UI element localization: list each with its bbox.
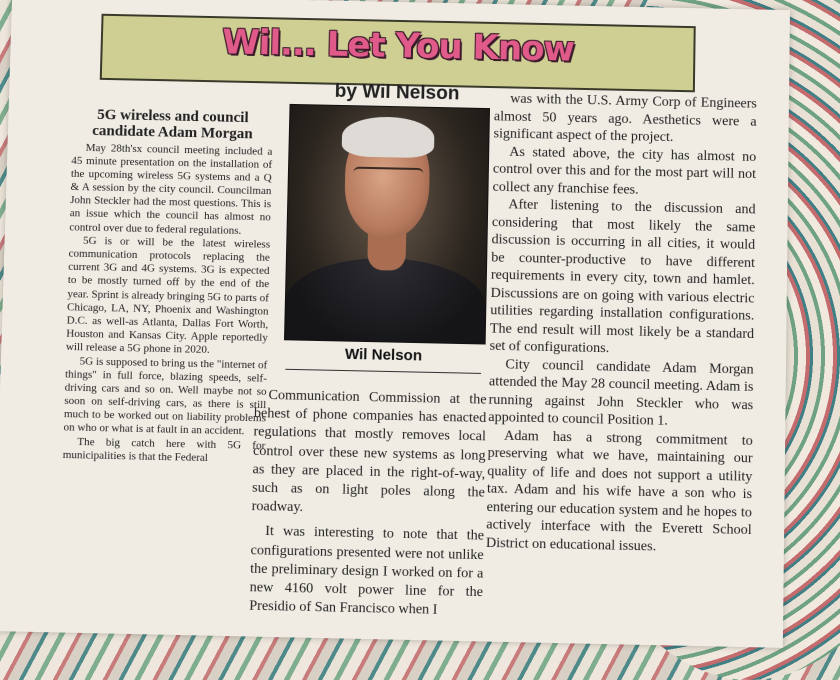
paragraph: 5G is supposed to bring us the "internet of things" in full force, blazing speeds, self-driving cars and so on. Well maybe not so soon on self-driving cars, as there is still much to be worked out on liability problems on who or what is at fault in an accident. bbox=[63, 354, 268, 438]
byline: by Wil Nelson bbox=[334, 80, 460, 105]
paragraph: Communication Commission at the behest of phone companies has enacted regulations that mostly removes local control over these new systems as long as they are placed in the right-of-way, such as on light poles along the roadway. bbox=[251, 387, 487, 516]
paragraph: The big catch here with 5G for municipalities is that the Federal bbox=[62, 435, 266, 464]
paragraph: was with the U.S. Army Corp of Engineers almost 50 years ago. Aesthetics were a significant aspect of the project. bbox=[493, 91, 757, 146]
caption-divider bbox=[285, 369, 481, 374]
article-column-1 bbox=[63, 107, 274, 466]
photo-hair bbox=[342, 116, 435, 158]
photo-caption: Wil Nelson bbox=[344, 345, 423, 365]
banner-title: Wil... Let You Know bbox=[221, 22, 575, 70]
article-headline: 5G wireless and council candidate Adam Morgan bbox=[92, 106, 253, 143]
paragraph: May 28th'sx council meeting included a 45 minute presentation on the installation of the upcoming wireless 5G systems and a Q & A session by the city council. Councilman John Steckler had the most questions. This is an issue which the council has almost no control over due to federal regulations. bbox=[69, 141, 273, 237]
article-column-3 bbox=[486, 90, 757, 558]
paragraph: After listening to the discussion and considering that most likely the same discussion is occurring in all cities, it would be counter-productive to have different requirements in every city, town and hamlet. Discussions are on going with various electric utilities regarding installation configurations. The end result will most likely be a standard set of configurations. bbox=[489, 197, 756, 357]
column-banner bbox=[100, 14, 696, 105]
photo-glasses bbox=[353, 167, 424, 185]
paragraph: 5G is or will be the latest wireless communication protocols replacing the current 3G and 4G systems. 3G is expected to be mostly turned off by the end of the year. Sprint is already bringing 5G to parts of Chicago, LA, NY, Phoenix and Washington D.C. as well-as Atlanta, Dallas Fort Worth, Houston and Kansas City. Apple reportedly will release a 5G phone in 2020. bbox=[65, 234, 271, 357]
paragraph: It was interesting to note that the configurations presented were not unlike the preliminary design I worked on for a new 4160 volt power line for the Presidio of San Francisco when I bbox=[249, 524, 485, 618]
article-column-2 bbox=[249, 386, 487, 627]
paragraph: Adam has a strong commitment to preserving what we have, maintaining our quality of life and does not support a utility tax. Adam and his wife have a son who is entering our education system and he hopes to actively interface with the Everett School District on educational issues. bbox=[485, 427, 753, 555]
paragraph: As stated above, the city has almost no control over this and for the most part will not collect any franchise fees. bbox=[492, 144, 757, 198]
author-photo bbox=[284, 104, 490, 345]
paragraph: City council candidate Adam Morgan attended the May 28 council meeting. Adam is running against John Steckler who was appointed to council Position 1. bbox=[488, 356, 754, 429]
